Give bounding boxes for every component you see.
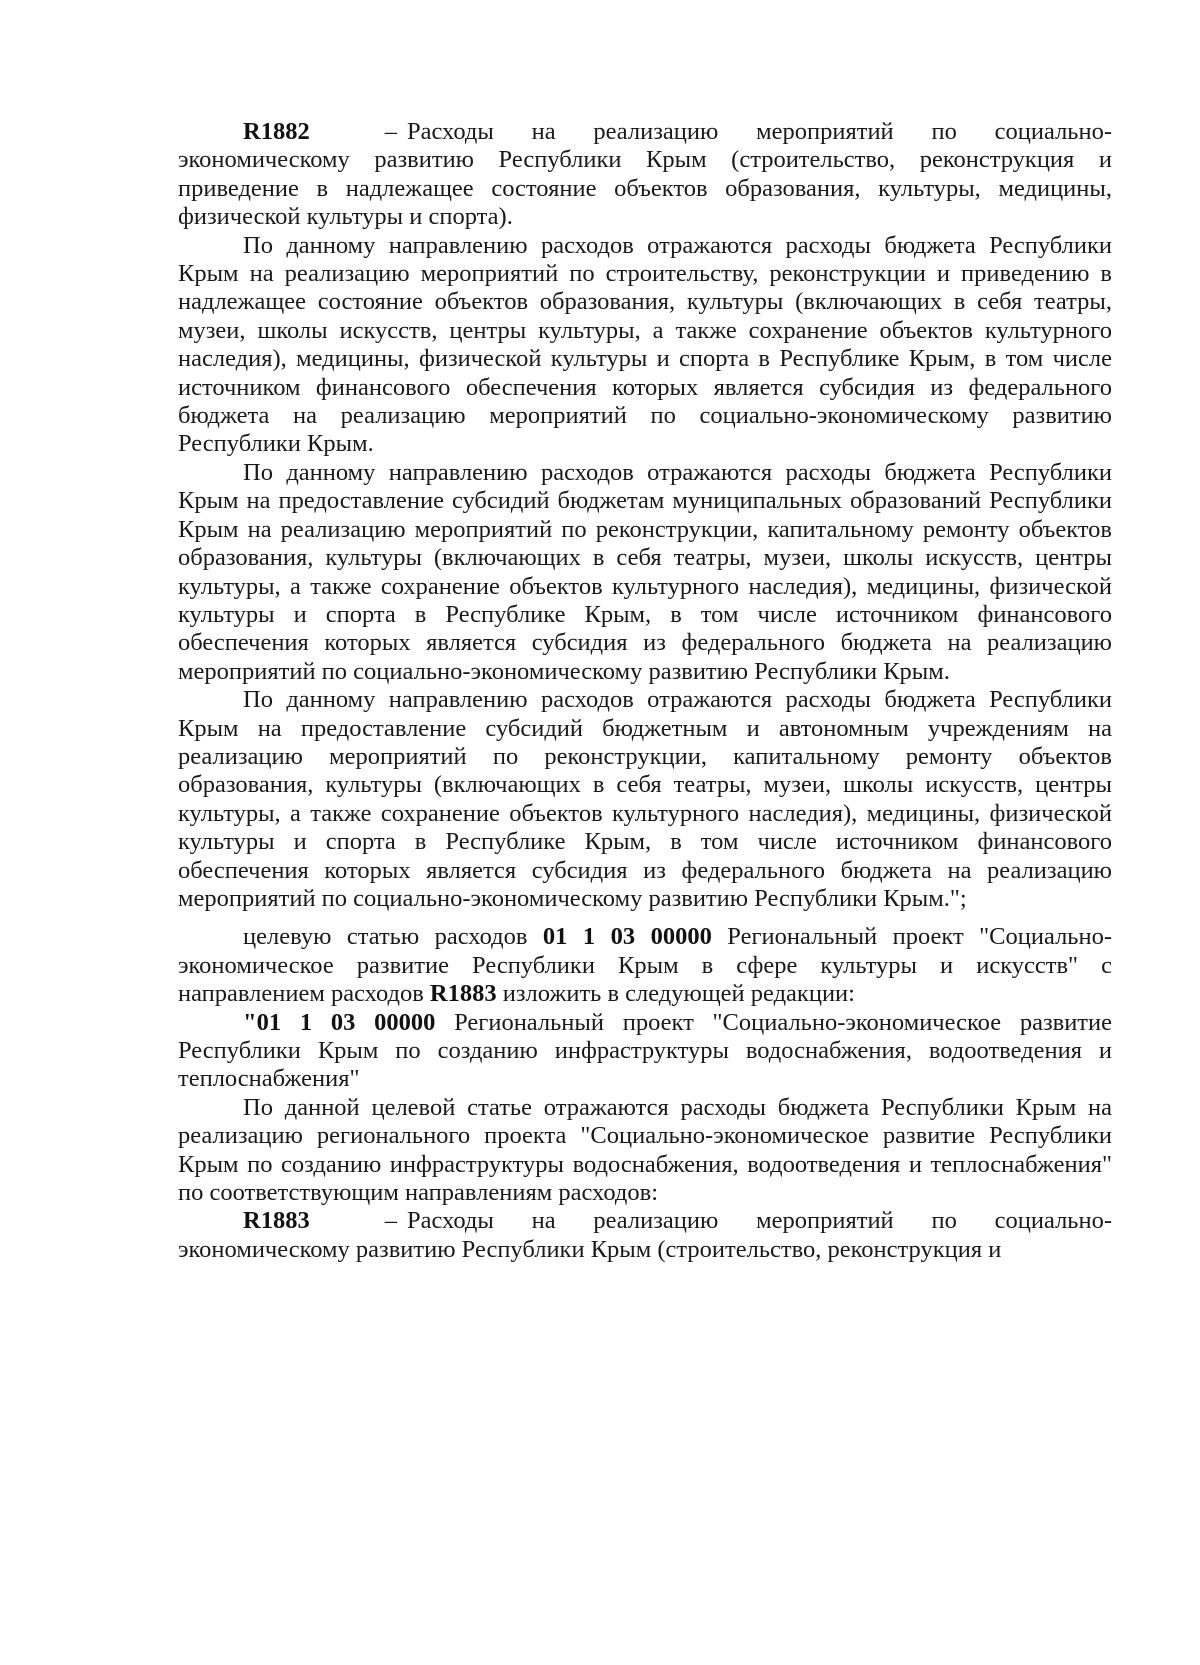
open-quote: " xyxy=(243,1008,257,1036)
paragraph-text: изложить в следующей редакции: xyxy=(502,980,855,1008)
paragraph-text: Расходы на реализацию мероприятий по социально-экономическому развитию Республики Крым (строительство, реконструкция и приведение в надлежащее состояние объектов образования, культуры, медицины, физической культуры и спорта). xyxy=(178,118,1112,231)
dash: – xyxy=(384,118,397,145)
paragraph-text: Региональный проект "Социально-экономическое развитие Республики Крым по созданию инфраструктуры водоснабжения, водоотведения и теплоснабжения" xyxy=(178,1008,1112,1093)
paragraph-text: Расходы на реализацию мероприятий по социально-экономическому развитию Республики Крым (строительство, реконструкция и xyxy=(178,1207,1112,1263)
paragraph-new-article xyxy=(178,1009,1112,1094)
expense-code: R1883 xyxy=(243,1207,310,1235)
paragraph-text-block: По данной целевой статье отражаются расходы бюджета Республики Крым на реализацию регионального проекта "Социально-экономическое развитие Республики Крым по созданию инфраструктуры водоснабжения, водоотведения и теплоснабжения" по соответствующим направлениям расходов: xyxy=(178,1093,1112,1207)
paragraph-text: целевую статью расходов xyxy=(243,923,528,951)
article-code: 01 1 03 00000 xyxy=(542,923,712,951)
paragraph-r1883 xyxy=(178,1207,1112,1264)
paragraph-target-article xyxy=(178,923,1112,1008)
dash: – xyxy=(384,1207,397,1235)
expense-code: R1882 xyxy=(243,118,310,145)
article-code: 01 1 03 00000 xyxy=(256,1008,436,1036)
expense-code: R1883 xyxy=(429,980,497,1008)
paragraph-text: Региональный проект "Социально-экономическое развитие Республики Крым в сфере культуры и искусств" с направлением расходов xyxy=(178,923,1112,1008)
paragraph-r1882 xyxy=(178,118,1112,232)
document-page xyxy=(178,118,1112,1264)
paragraph-text-block: По данному направлению расходов отражаются расходы бюджета Республики Крым на предоставление субсидий бюджетным и автономным учреждениям на реализацию мероприятий по реконструкции, капитальному ремонту объектов образования, культуры (включающих в себя театры, музеи, школы искусств, центры культуры, а также сохранение объектов культурного наследия), медицины, физической культуры и спорта в Республике Крым, в том числе источником финансового обеспечения которых является субсидия из федерального бюджета на реализацию мероприятий по социально-экономическому развитию Республики Крым."; xyxy=(178,686,1112,912)
paragraph-text-block: По данному направлению расходов отражаются расходы бюджета Республики Крым на реализацию мероприятий по строительству, реконструкции и приведению в надлежащее состояние объектов образования, культуры (включающих в себя театры, музеи, школы искусств, центры культуры, а также сохранение объектов культурного наследия), медицины, физической культуры и спорта в Республике Крым, в том числе источником финансового обеспечения которых является субсидия из федерального бюджета на реализацию мероприятий по социально-экономическому развитию Республики Крым. xyxy=(178,231,1112,458)
paragraph-text-block: По данному направлению расходов отражаются расходы бюджета Республики Крым на предоставление субсидий бюджетам муниципальных образований Республики Крым на реализацию мероприятий по реконструкции, капитальному ремонту объектов образования, культуры (включающих в себя театры, музеи, школы искусств, центры культуры, а также сохранение объектов культурного наследия), медицины, физической культуры и спорта в Республике Крым, в том числе источником финансового обеспечения которых является субсидия из федерального бюджета на реализацию мероприятий по социально-экономическому развитию Республики Крым. xyxy=(178,458,1112,685)
